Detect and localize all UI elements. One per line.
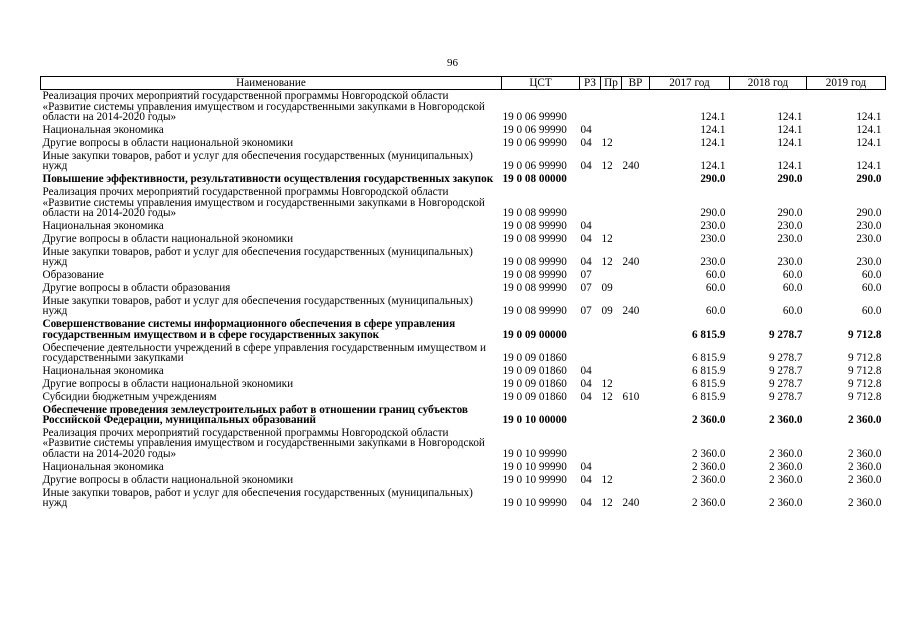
table-row xyxy=(41,427,886,461)
table-row xyxy=(41,124,886,137)
row-2017-cell: 290.0 xyxy=(700,207,726,220)
table-body xyxy=(41,90,886,510)
row-2017-cell: 230.0 xyxy=(700,256,726,269)
row-cst-cell: 19 0 06 99990 xyxy=(502,111,567,124)
row-rz-cell: 04 xyxy=(580,377,592,390)
row-name-cell: Реализация прочих мероприятий государственной программы Новгородской области «Развитие системы управления имуществом и государственными закупками в Новгородской области на 2014-2020 годы» xyxy=(42,426,485,460)
row-name-cell: Совершенствование системы информационного обеспечения в сфере управления государственным имуществом и в сфере государственных закупок xyxy=(42,318,456,341)
row-pr-cell: 09 xyxy=(601,305,613,318)
row-vr-cell xyxy=(622,269,650,282)
row-2018-cell: 9 278.7 xyxy=(768,364,803,377)
row-2017-cell: 2 360.0 xyxy=(691,460,726,473)
row-cst-cell: 19 0 08 99990 xyxy=(502,207,567,220)
header-pr: Пр xyxy=(601,77,622,90)
row-vr-cell xyxy=(622,90,650,124)
row-rz-cell xyxy=(580,341,601,364)
header-2018: 2018 год xyxy=(730,77,807,90)
table-row xyxy=(41,391,886,404)
row-pr-cell: 12 xyxy=(601,256,613,269)
row-rz-cell xyxy=(580,427,601,461)
row-2017-cell: 230.0 xyxy=(700,219,726,232)
row-cst-cell: 19 0 08 99990 xyxy=(502,219,567,232)
row-2019-cell: 290.0 xyxy=(856,207,882,220)
row-2017-cell: 290.0 xyxy=(700,173,726,186)
row-2018-cell: 9 278.7 xyxy=(768,328,803,341)
row-2018-cell: 60.0 xyxy=(782,281,803,294)
row-vr-cell xyxy=(622,427,650,461)
row-2018-cell: 2 360.0 xyxy=(768,447,803,460)
row-vr-cell xyxy=(622,173,650,186)
row-cst-cell: 19 0 06 99990 xyxy=(502,160,567,173)
row-vr-cell: 240 xyxy=(622,497,640,510)
row-pr-cell xyxy=(601,186,622,220)
row-cst-cell: 19 0 10 99990 xyxy=(502,460,567,473)
row-pr-cell xyxy=(601,173,622,186)
row-vr-cell xyxy=(622,186,650,220)
row-2017-cell: 6 815.9 xyxy=(691,352,726,365)
row-2018-cell: 230.0 xyxy=(777,256,803,269)
row-cst-cell: 19 0 10 99990 xyxy=(502,473,567,486)
row-name-cell: Обеспечение деятельности учреждений в сфере управления государственным имуществом и государственными закупками xyxy=(42,341,486,365)
row-cst-cell: 19 0 09 01860 xyxy=(502,352,567,365)
row-pr-cell xyxy=(601,365,622,378)
row-2017-cell: 60.0 xyxy=(705,269,726,282)
row-2019-cell: 9 712.8 xyxy=(847,364,882,377)
row-2018-cell: 124.1 xyxy=(777,124,803,137)
row-vr-cell xyxy=(622,220,650,233)
row-cst-cell: 19 0 09 01860 xyxy=(502,377,567,390)
row-2018-cell: 230.0 xyxy=(777,232,803,245)
row-2017-cell: 2 360.0 xyxy=(691,497,726,510)
row-2019-cell: 124.1 xyxy=(856,160,882,173)
row-2019-cell: 230.0 xyxy=(856,219,882,232)
row-pr-cell xyxy=(601,403,622,426)
header-2017: 2017 год xyxy=(650,77,730,90)
row-pr-cell xyxy=(601,269,622,282)
row-2017-cell: 124.1 xyxy=(700,160,726,173)
header-rz: РЗ xyxy=(580,77,601,90)
row-name-cell: Национальная экономика xyxy=(42,460,164,473)
row-rz-cell: 04 xyxy=(580,219,592,232)
row-2017-cell: 60.0 xyxy=(705,281,726,294)
row-pr-cell xyxy=(601,461,622,474)
row-vr-cell xyxy=(622,137,650,150)
row-name-cell: Субсидии бюджетным учреждениям xyxy=(42,390,217,403)
row-pr-cell xyxy=(601,90,622,124)
row-pr-cell: 12 xyxy=(601,377,613,390)
row-vr-cell xyxy=(622,318,650,341)
header-cst: ЦСТ xyxy=(502,77,580,90)
row-name-cell: Иные закупки товаров, работ и услуг для обеспечения государственных (муниципальных) нужд xyxy=(42,294,473,318)
row-name-cell: Реализация прочих мероприятий государственной программы Новгородской области «Развитие системы управления имуществом и государственными закупками в Новгородской области на 2014-2020 годы» xyxy=(42,90,485,124)
row-2019-cell: 124.1 xyxy=(856,136,882,149)
row-2019-cell: 290.0 xyxy=(856,173,882,186)
row-2019-cell: 60.0 xyxy=(861,305,882,318)
row-2019-cell: 124.1 xyxy=(856,124,882,137)
row-name-cell: Другие вопросы в области национальной экономики xyxy=(42,473,294,486)
page-number: 96 xyxy=(447,57,458,69)
row-2019-cell: 2 360.0 xyxy=(847,460,882,473)
table-row xyxy=(41,474,886,487)
header-vr: ВР xyxy=(622,77,650,90)
row-2018-cell: 124.1 xyxy=(777,111,803,124)
row-2019-cell: 9 712.8 xyxy=(847,352,882,365)
table-row xyxy=(41,173,886,186)
row-rz-cell: 04 xyxy=(580,124,592,137)
row-name-cell: Национальная экономика xyxy=(42,124,164,137)
table-row xyxy=(41,318,886,341)
row-cst-cell: 19 0 10 99990 xyxy=(502,497,567,510)
row-cst-cell: 19 0 08 99990 xyxy=(502,269,567,282)
row-vr-cell xyxy=(622,282,650,295)
row-cst-cell: 19 0 08 99990 xyxy=(502,232,567,245)
table-row xyxy=(41,461,886,474)
row-2018-cell: 290.0 xyxy=(777,207,803,220)
table-header-row xyxy=(41,77,886,90)
row-2019-cell: 9 712.8 xyxy=(847,390,882,403)
row-vr-cell: 240 xyxy=(622,160,640,173)
row-2018-cell: 60.0 xyxy=(782,305,803,318)
row-rz-cell: 07 xyxy=(580,281,592,294)
row-rz-cell: 04 xyxy=(580,390,592,403)
row-name-cell: Иные закупки товаров, работ и услуг для обеспечения государственных (муниципальных) нужд xyxy=(42,486,473,510)
row-2018-cell: 2 360.0 xyxy=(768,414,803,427)
row-pr-cell: 12 xyxy=(601,232,613,245)
row-2018-cell: 2 360.0 xyxy=(768,497,803,510)
row-2017-cell: 6 815.9 xyxy=(691,390,726,403)
row-vr-cell xyxy=(622,474,650,487)
row-2019-cell: 230.0 xyxy=(856,232,882,245)
row-2019-cell: 60.0 xyxy=(861,269,882,282)
row-2018-cell: 9 278.7 xyxy=(768,352,803,365)
row-2019-cell: 9 712.8 xyxy=(847,377,882,390)
row-vr-cell xyxy=(622,233,650,246)
table-row xyxy=(41,365,886,378)
header-2019: 2019 год xyxy=(807,77,886,90)
row-2019-cell: 2 360.0 xyxy=(847,447,882,460)
row-2017-cell: 124.1 xyxy=(700,111,726,124)
table-row xyxy=(41,150,886,173)
row-rz-cell: 04 xyxy=(580,256,592,269)
row-name-cell: Национальная экономика xyxy=(42,219,164,232)
row-2019-cell: 2 360.0 xyxy=(847,473,882,486)
table-row xyxy=(41,90,886,124)
row-rz-cell: 07 xyxy=(580,269,592,282)
row-pr-cell xyxy=(601,220,622,233)
row-pr-cell xyxy=(601,124,622,137)
row-2019-cell: 2 360.0 xyxy=(847,497,882,510)
row-cst-cell: 19 0 08 00000 xyxy=(502,173,567,186)
row-2018-cell: 290.0 xyxy=(777,173,803,186)
row-vr-cell xyxy=(622,378,650,391)
row-name-cell: Другие вопросы в области национальной экономики xyxy=(42,232,294,245)
row-2018-cell: 230.0 xyxy=(777,219,803,232)
row-2018-cell: 9 278.7 xyxy=(768,390,803,403)
row-name-cell: Повышение эффективности, результативности осуществления государственных закупок xyxy=(42,173,494,186)
row-name-cell: Другие вопросы в области образования xyxy=(42,281,231,294)
row-2018-cell: 124.1 xyxy=(777,160,803,173)
row-2019-cell: 2 360.0 xyxy=(847,414,882,427)
row-vr-cell xyxy=(622,341,650,364)
row-2017-cell: 2 360.0 xyxy=(691,473,726,486)
row-2019-cell: 124.1 xyxy=(856,111,882,124)
row-pr-cell xyxy=(601,427,622,461)
row-rz-cell: 04 xyxy=(580,160,592,173)
table-row xyxy=(41,403,886,426)
row-name-cell: Реализация прочих мероприятий государственной программы Новгородской области «Развитие системы управления имуществом и государственными закупками в Новгородской области на 2014-2020 годы» xyxy=(42,186,485,220)
row-2018-cell: 9 278.7 xyxy=(768,377,803,390)
row-cst-cell: 19 0 09 00000 xyxy=(502,328,567,341)
row-cst-cell: 19 0 06 99990 xyxy=(502,136,567,149)
table-row xyxy=(41,282,886,295)
table-row xyxy=(41,378,886,391)
row-vr-cell: 240 xyxy=(622,305,640,318)
row-pr-cell xyxy=(601,341,622,364)
budget-table-container xyxy=(40,76,885,510)
row-name-cell: Обеспечение проведения землеустроительных работ в отношении границ субъектов Российской Федерации, муниципальных образований xyxy=(42,403,468,427)
row-vr-cell xyxy=(622,365,650,378)
table-row xyxy=(41,269,886,282)
row-2017-cell: 60.0 xyxy=(705,305,726,318)
row-cst-cell: 19 0 10 00000 xyxy=(502,414,567,427)
row-rz-cell xyxy=(580,90,601,124)
row-cst-cell: 19 0 08 99990 xyxy=(502,281,567,294)
row-vr-cell xyxy=(622,403,650,426)
table-row xyxy=(41,341,886,364)
row-rz-cell xyxy=(580,186,601,220)
row-rz-cell xyxy=(580,403,601,426)
row-rz-cell: 04 xyxy=(580,473,592,486)
row-name-cell: Другие вопросы в области национальной экономики xyxy=(42,377,294,390)
row-cst-cell: 19 0 10 99990 xyxy=(502,447,567,460)
row-rz-cell: 04 xyxy=(580,232,592,245)
row-vr-cell: 240 xyxy=(622,256,640,269)
row-2017-cell: 2 360.0 xyxy=(691,414,726,427)
row-vr-cell: 610 xyxy=(622,390,640,403)
row-pr-cell: 12 xyxy=(601,390,613,403)
row-pr-cell: 12 xyxy=(601,473,613,486)
row-2018-cell: 124.1 xyxy=(777,136,803,149)
row-name-cell: Национальная экономика xyxy=(42,364,164,377)
row-cst-cell: 19 0 08 99990 xyxy=(502,256,567,269)
row-pr-cell: 09 xyxy=(601,281,613,294)
row-pr-cell xyxy=(601,318,622,341)
row-pr-cell: 12 xyxy=(601,136,613,149)
table-row xyxy=(41,233,886,246)
row-rz-cell: 07 xyxy=(580,305,592,318)
row-2019-cell: 9 712.8 xyxy=(847,328,882,341)
table-row xyxy=(41,486,886,509)
row-2017-cell: 6 815.9 xyxy=(691,364,726,377)
row-name-cell: Образование xyxy=(42,269,104,282)
row-rz-cell: 04 xyxy=(580,364,592,377)
row-2017-cell: 124.1 xyxy=(700,124,726,137)
row-2018-cell: 2 360.0 xyxy=(768,460,803,473)
row-cst-cell: 19 0 09 01860 xyxy=(502,390,567,403)
row-2017-cell: 124.1 xyxy=(700,136,726,149)
row-name-cell: Другие вопросы в области национальной экономики xyxy=(42,136,294,149)
row-2017-cell: 6 815.9 xyxy=(691,377,726,390)
row-pr-cell: 12 xyxy=(601,497,613,510)
row-2019-cell: 60.0 xyxy=(861,281,882,294)
row-name-cell: Иные закупки товаров, работ и услуг для обеспечения государственных (муниципальных) нужд xyxy=(42,149,473,173)
row-2018-cell: 2 360.0 xyxy=(768,473,803,486)
row-2017-cell: 6 815.9 xyxy=(691,328,726,341)
row-cst-cell: 19 0 08 99990 xyxy=(502,305,567,318)
row-2017-cell: 230.0 xyxy=(700,232,726,245)
table-row xyxy=(41,246,886,269)
row-cst-cell: 19 0 06 99990 xyxy=(502,124,567,137)
row-2019-cell: 230.0 xyxy=(856,256,882,269)
row-cst-cell: 19 0 09 01860 xyxy=(502,364,567,377)
header-name: Наименование xyxy=(41,77,502,90)
table-row xyxy=(41,220,886,233)
budget-table xyxy=(40,76,886,510)
row-name-cell: Иные закупки товаров, работ и услуг для обеспечения государственных (муниципальных) нужд xyxy=(42,245,473,269)
row-vr-cell xyxy=(622,124,650,137)
row-rz-cell xyxy=(580,173,601,186)
table-row xyxy=(41,137,886,150)
row-2018-cell: 60.0 xyxy=(782,269,803,282)
row-rz-cell: 04 xyxy=(580,497,592,510)
row-rz-cell: 04 xyxy=(580,460,592,473)
table-row xyxy=(41,186,886,220)
row-2017-cell: 2 360.0 xyxy=(691,447,726,460)
row-pr-cell: 12 xyxy=(601,160,613,173)
row-rz-cell: 04 xyxy=(580,136,592,149)
row-vr-cell xyxy=(622,461,650,474)
row-rz-cell xyxy=(580,318,601,341)
table-row xyxy=(41,295,886,318)
